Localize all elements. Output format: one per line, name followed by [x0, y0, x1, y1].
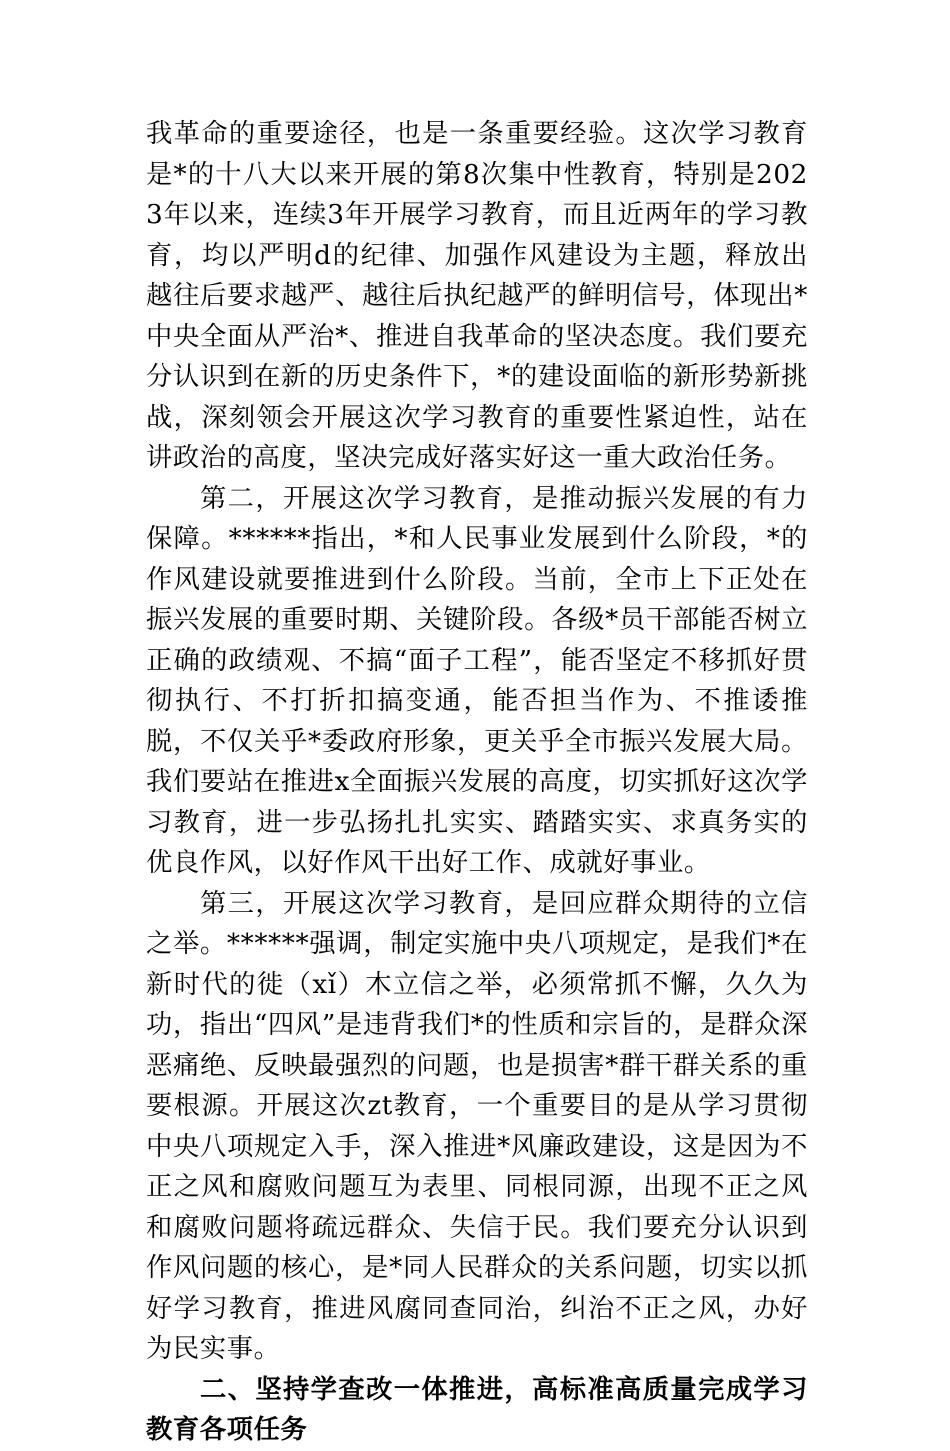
document-body [146, 114, 808, 1451]
section-heading: 二、坚持学查改一体推进，高标准高质量完成学习教育各项任务 [146, 1373, 808, 1445]
paragraph-continuation: 我革命的重要途径，也是一条重要经验。这次学习教育是*的十八大以来开展的第8次集中性教育，特别是2023年以来，连续3年开展学习教育，而且近两年的学习教育，均以严明d的纪律、加强作风建设为主题，释放出越往后要求越严、越往后执纪越严的鲜明信号，体现出*中央全面从严治*、推进自我革命的坚决态度。我们要充分认识到在新的历史条件下，*的建设面临的新形势新挑战，深刻领会开展这次学习教育的重要性紧迫性，站在讲政治的高度，坚决完成好落实好这一重大政治任务。 [146, 119, 808, 473]
paragraph-second-point: 第二，开展这次学习教育，是推动振兴发展的有力保障。******指出，*和人民事业发展到什么阶段，*的作风建设就要推进到什么阶段。当前，全市上下正处在振兴发展的重要时期、关键阶段。各级*员干部能否树立正确的政绩观、不搞“面子工程”，能否坚定不移抓好贯彻执行、不打折扣搞变通，能否担当作为、不推诿推脱，不仅关乎*委政府形象，更关乎全市振兴发展大局。我们要站在推进x全面振兴发展的高度，切实抓好这次学习教育，进一步弘扬扎扎实实、踏踏实实、求真务实的优良作风，以好作风干出好工作、成就好事业。 [146, 483, 808, 878]
paragraph-third-point: 第三，开展这次学习教育，是回应群众期待的立信之举。******强调，制定实施中央八项规定，是我们*在新时代的徙（xǐ）木立信之举，必须常抓不懈，久久为功，指出“四风”是违背我们*的性质和宗旨的，是群众深恶痛绝、反映最强烈的问题，也是损害*群干群关系的重要根源。开展这次zt教育，一个重要目的是从学习贯彻中央八项规定入手，深入推进*风廉政建设，这是因为不正之风和腐败问题互为表里、同根同源，出现不正之风和腐败问题将疏远群众、失信于民。我们要充分认识到作风问题的核心，是*同人民群众的关系问题，切实以抓好学习教育，推进风腐同查同治，纠治不正之风，办好为民实事。 [146, 888, 808, 1364]
